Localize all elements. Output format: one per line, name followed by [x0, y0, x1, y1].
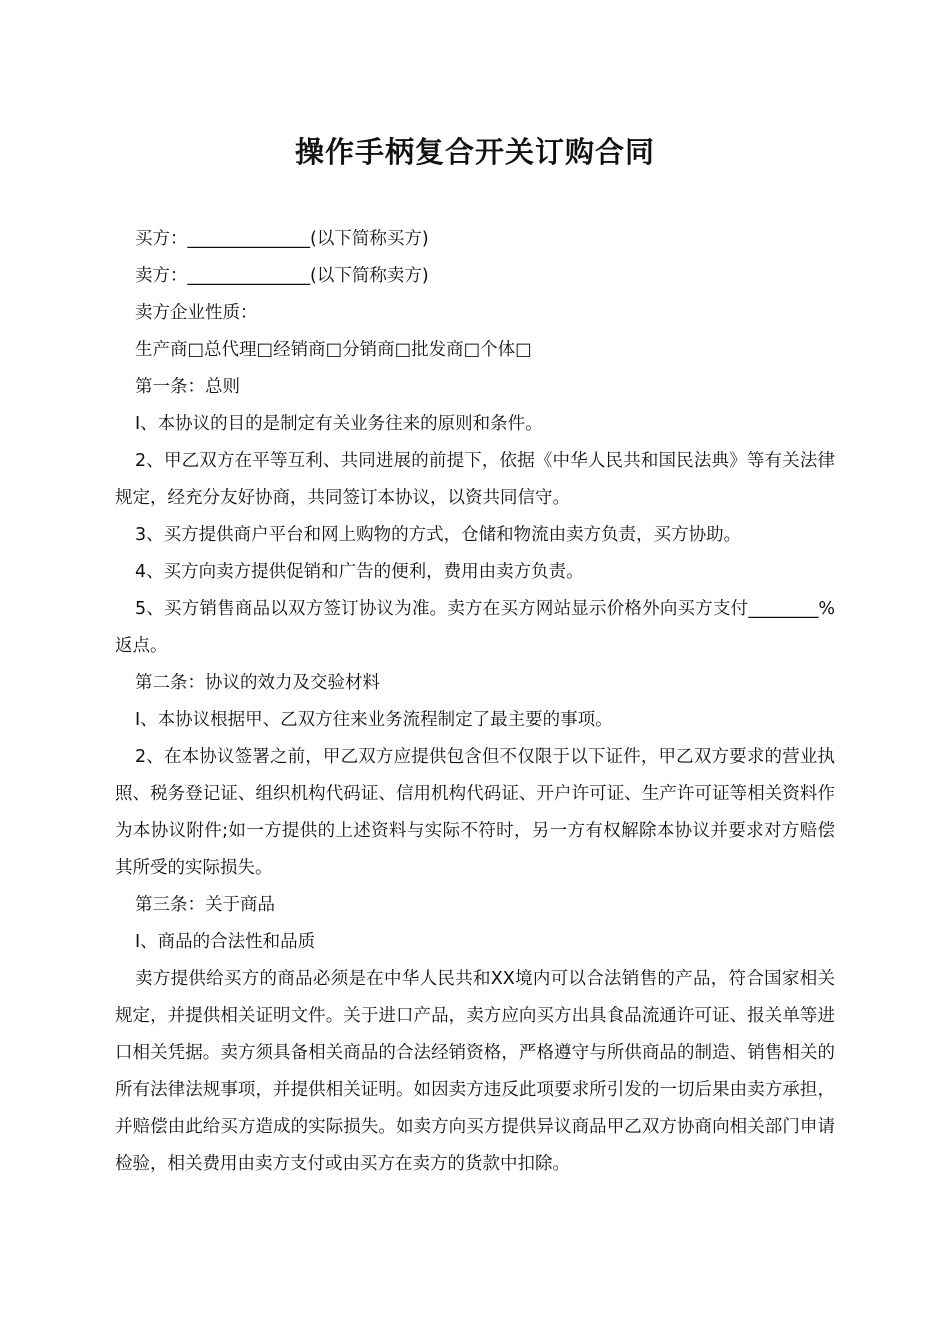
article-3-clause-1-heading: I、商品的合法性和品质	[135, 932, 316, 952]
article-1-clause-3: 3、买方提供商户平台和网上购物的方式，仓储和物流由卖方负责，买方协助。	[135, 525, 742, 545]
article-1-clause-2: 2、甲乙双方在平等互利、共同进展的前提下，依据《中华人民共和国民法典》等有关法律规定，经充分友好协商，共同签订本协议，以资共同信守。	[115, 451, 835, 508]
article-1-clause-4: 4、买方向卖方提供促销和广告的便利，费用由卖方负责。	[135, 562, 584, 582]
document-title: 操作手柄复合开关订购合同	[294, 135, 655, 169]
buyer-line: 买方：______________(以下简称买方)	[135, 229, 429, 249]
article-1-heading: 第一条：总则	[135, 377, 240, 397]
article-2-clause-1: I、本协议根据甲、乙双方往来业务流程制定了最主要的事项。	[135, 710, 613, 730]
seller-nature-label: 卖方企业性质：	[135, 303, 258, 323]
article-3-clause-1-body: 卖方提供给买方的商品必须是在中华人民共和XX境内可以合法销售的产品，符合国家相关规定，并提供相关证明文件。关于进口产品，卖方应向买方出具食品流通许可证、报关单等进口相关凭据。卖方须具备相关商品的合法经销资格，严格遵守与所供商品的制造、销售相关的所有法律法规事项，并提供相关证明。如因卖方违反此项要求所引发的一切后果由卖方承担，并赔偿由此给买方造成的实际损失。如卖方向买方提供异议商品甲乙双方协商向相关部门申请检验，相关费用由卖方支付或由买方在卖方的货款中扣除。	[115, 969, 835, 1174]
article-2-clause-2: 2、在本协议签署之前，甲乙双方应提供包含但不仅限于以下证件，甲乙双方要求的营业执照、税务登记证、组织机构代码证、信用机构代码证、开户许可证、生产许可证等相关资料作为本协议附件;如一方提供的上述资料与实际不符时，另一方有权解除本协议并要求对方赔偿其所受的实际损失。	[115, 747, 835, 878]
article-1-clause-1: I、本协议的目的是制定有关业务往来的原则和条件。	[135, 414, 543, 434]
document-body	[115, 221, 835, 1183]
article-2-heading: 第二条：协议的效力及交验材料	[135, 673, 380, 693]
seller-nature-options: 生产商□总代理□经销商□分销商□批发商□个体□	[135, 340, 532, 360]
seller-line: 卖方：______________(以下简称卖方)	[135, 266, 429, 286]
article-3-heading: 第三条：关于商品	[135, 895, 275, 915]
article-1-clause-5: 5、买方销售商品以双方签订协议为准。卖方在买方网站显示价格外向买方支付________%返点。	[115, 599, 835, 656]
